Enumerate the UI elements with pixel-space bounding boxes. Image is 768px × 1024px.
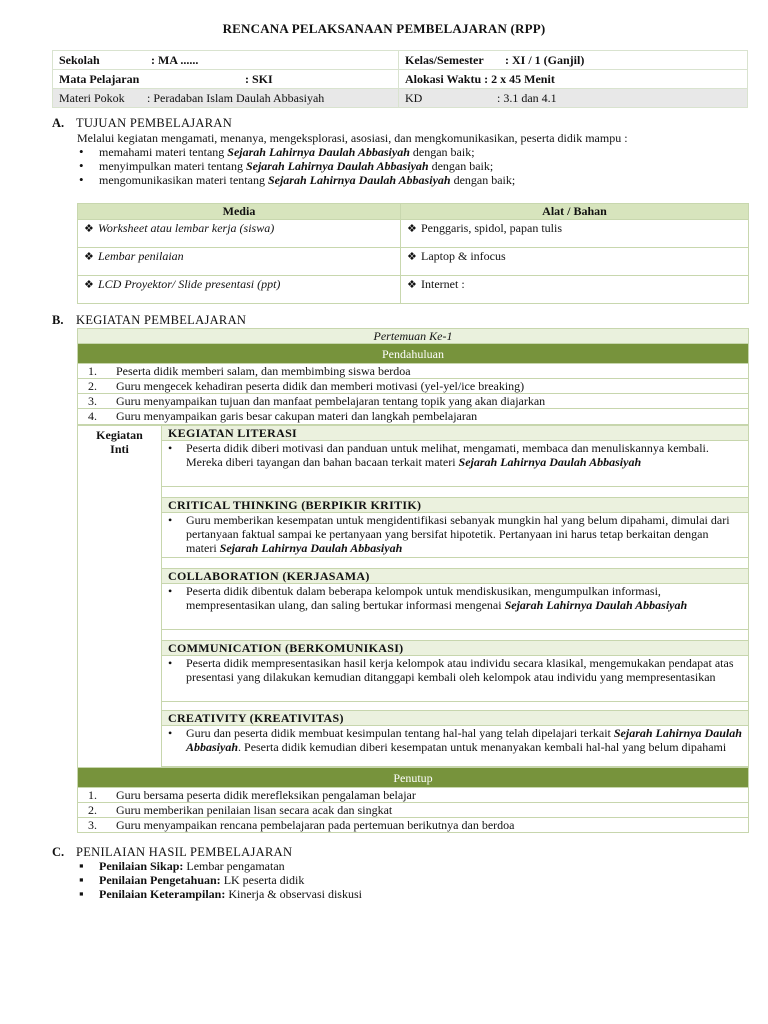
diamond-bullet-icon: ❖ <box>407 223 417 235</box>
critical-heading: CRITICAL THINKING (BERPIKIR KRITIK) <box>162 498 749 513</box>
sekolah-cell <box>53 51 399 70</box>
collaboration-text: • Peserta didik dibentuk dalam beberapa kelompok untuk mendiskusikan, mengumpulkan informasi, mempresentasikan ulang, dan saling bertukar informasi mengenai Sejarah Lahirnya Daulah Abbasiyah <box>162 584 749 630</box>
media-header: Media <box>78 204 401 220</box>
tujuan-list <box>77 145 749 187</box>
section-b-title: KEGIATAN PEMBELAJARAN <box>76 313 247 327</box>
kelas-value: : XI / 1 (Ganjil) <box>505 53 585 67</box>
creativity-heading: CREATIVITY (KREATIVITAS) <box>162 711 749 726</box>
penilaian-list <box>77 859 749 901</box>
communication-text: • Peserta didik mempresentasikan hasil kerja kelompok atau individu secara klasikal, mengemukakan pendapat atas presentasi yang dilakukan kemudian ditanggapi kembali oleh kelompok atau individu yang mempresentasikan <box>162 656 749 702</box>
table-row: ❖ LCD Proyektor/ Slide presentasi (ppt) ❖ Internet : <box>78 276 749 304</box>
literasi-text: • Peserta didik diberi motivasi dan panduan untuk melihat, mengamati, membaca dan menuliskannya kembali. Mereka diberi tayangan dan bahan bacaan terkait materi Sejarah Lahirnya Daulah Abbasiyah <box>162 441 749 487</box>
mapel-cell <box>53 70 399 89</box>
list-item: • memahami materi tentang Sejarah Lahirnya Daulah Abbasiyah dengan baik; <box>77 145 749 159</box>
creativity-text: • Guru dan peserta didik membuat kesimpulan tentang hal-hal yang telah dipelajari terkait Sejarah Lahirnya Daulah Abbasiyah. Peserta didik kemudian diberi kesempatan untuk menanyakan kembali hal-hal yang belum dipahami <box>162 726 749 767</box>
media-table <box>77 203 749 304</box>
literasi-heading: KEGIATAN LITERASI <box>162 425 749 441</box>
section-a-letter: A. <box>52 116 65 130</box>
tujuan-intro: Melalui kegiatan mengamati, menanya, mengeksplorasi, asosiasi, dan mengkomunikasikan, peserta didik mampu : <box>77 131 628 145</box>
table-row: 4. Guru menyampaikan garis besar cakupan materi dan langkah pembelajaran <box>78 409 749 426</box>
list-item: ▪ Penilaian Pengetahuan: LK peserta didik <box>77 873 749 887</box>
diamond-bullet-icon: ❖ <box>84 223 94 235</box>
sekolah-value: : MA ...... <box>151 53 199 67</box>
spacer <box>162 487 749 498</box>
section-b-letter: B. <box>52 313 64 327</box>
section-c-heading <box>52 845 292 860</box>
pertemuan-label: Pertemuan Ke-1 <box>78 329 749 344</box>
mapel-label: Mata Pelajaran <box>59 72 140 86</box>
communication-heading: COMMUNICATION (BERKOMUNIKASI) <box>162 641 749 656</box>
alokasi-label: Alokasi Waktu <box>405 72 482 86</box>
penilaian-block <box>77 859 749 901</box>
kd-label: KD <box>405 91 423 105</box>
alokasi-value: : 2 x 45 Menit <box>484 72 555 86</box>
diamond-bullet-icon: ❖ <box>84 251 94 263</box>
penutup-header: Penutup <box>78 768 749 788</box>
sekolah-label: Sekolah <box>59 53 100 67</box>
table-row: 3. Guru menyampaikan tujuan dan manfaat pembelajaran tentang topik yang akan diajarkan <box>78 394 749 409</box>
materi-label: Materi Pokok <box>59 91 125 105</box>
kelas-cell <box>399 51 748 70</box>
list-item: • mengomunikasikan materi tentang Sejarah Lahirnya Daulah Abbasiyah dengan baik; <box>77 173 749 187</box>
section-b-heading <box>52 313 246 328</box>
kegiatan-inti-label: Kegiatan Inti <box>78 425 162 768</box>
diamond-bullet-icon: ❖ <box>407 279 417 291</box>
spacer <box>162 702 749 711</box>
collaboration-heading: COLLABORATION (KERJASAMA) <box>162 569 749 584</box>
table-row: 2. Guru memberikan penilaian lisan secara acak dan singkat <box>78 803 749 818</box>
critical-text: • Guru memberikan kesempatan untuk mengidentifikasi sebanyak mungkin hal yang belum dipahami, dimulai dari pertanyaan faktual sampai ke pertanyaan yang bersifat hipotetik. Pertanyaan ini harus tetap berkaitan dengan materi Sejarah Lahirnya Daulah Abbasiyah <box>162 513 749 558</box>
table-row: 1. Peserta didik memberi salam, dan membimbing siswa berdoa <box>78 364 749 379</box>
mapel-value: : SKI <box>245 72 273 86</box>
spacer <box>162 630 749 641</box>
kegiatan-table <box>77 328 749 833</box>
diamond-bullet-icon: ❖ <box>84 279 94 291</box>
tujuan-block <box>77 131 749 187</box>
table-row: 1. Guru bersama peserta didik merefleksikan pengalaman belajar <box>78 788 749 803</box>
list-item: ▪ Penilaian Keterampilan: Kinerja & observasi diskusi <box>77 887 749 901</box>
kd-cell <box>399 89 748 108</box>
section-c-title: PENILAIAN HASIL PEMBELAJARAN <box>76 845 293 859</box>
identity-table <box>52 50 748 108</box>
diamond-bullet-icon: ❖ <box>407 251 417 263</box>
kd-value: : 3.1 dan 4.1 <box>497 91 557 105</box>
alat-header: Alat / Bahan <box>401 204 749 220</box>
section-c-letter: C. <box>52 845 65 859</box>
document-title: RENCANA PELAKSANAAN PEMBELAJARAN (RPP) <box>222 21 546 36</box>
section-a-heading <box>52 116 232 131</box>
materi-cell <box>53 89 399 108</box>
table-row: ❖ Worksheet atau lembar kerja (siswa) ❖ Penggaris, spidol, papan tulis <box>78 220 749 248</box>
table-row: 3. Guru menyampaikan rencana pembelajaran pada pertemuan berikutnya dan berdoa <box>78 818 749 833</box>
table-row: ❖ Lembar penilaian ❖ Laptop & infocus <box>78 248 749 276</box>
list-item: ▪ Penilaian Sikap: Lembar pengamatan <box>77 859 749 873</box>
alokasi-cell <box>399 70 748 89</box>
table-row: 2. Guru mengecek kehadiran peserta didik dan memberi motivasi (yel-yel/ice breaking) <box>78 379 749 394</box>
pendahuluan-header: Pendahuluan <box>78 344 749 364</box>
spacer <box>162 558 749 569</box>
kelas-label: Kelas/Semester <box>405 53 484 67</box>
section-a-title: TUJUAN PEMBELAJARAN <box>76 116 233 130</box>
materi-value: : Peradaban Islam Daulah Abbasiyah <box>147 91 325 105</box>
list-item: • menyimpulkan materi tentang Sejarah Lahirnya Daulah Abbasiyah dengan baik; <box>77 159 749 173</box>
